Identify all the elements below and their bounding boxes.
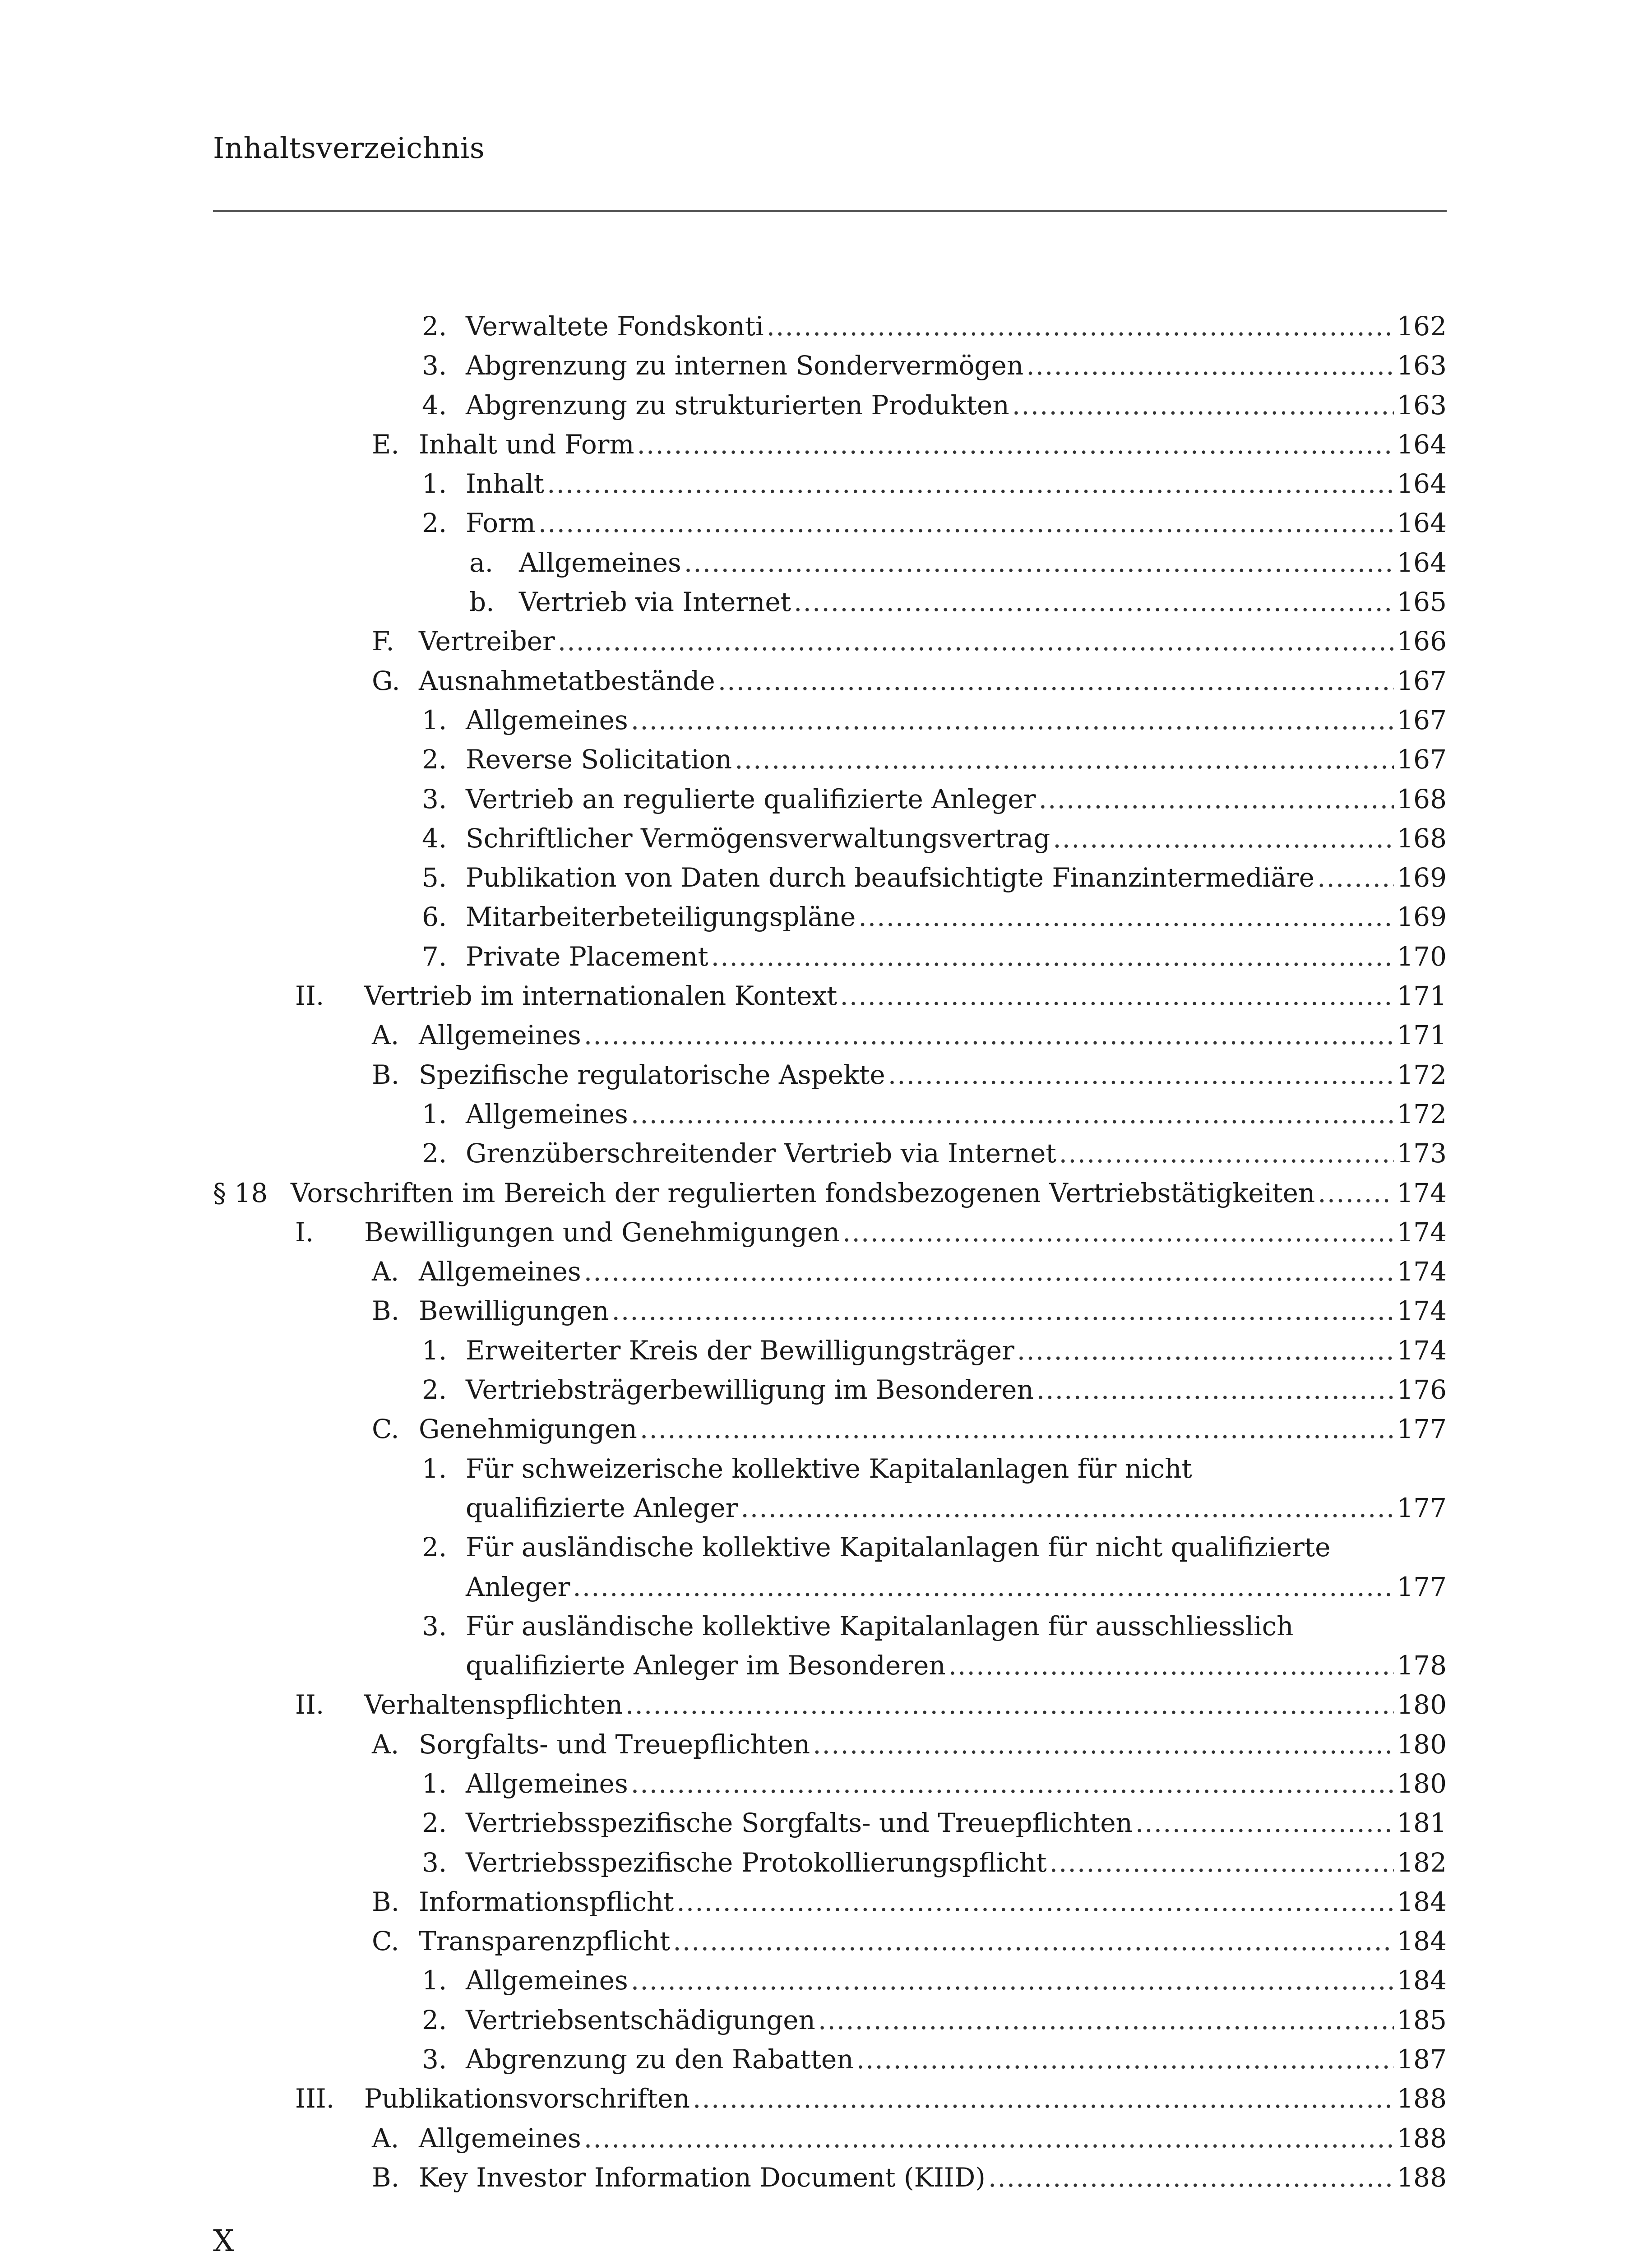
- dot-leader: [1039, 780, 1394, 819]
- toc-entry: [213, 1922, 1447, 1961]
- toc-entry-page: 165: [1397, 587, 1447, 618]
- toc-entry-page: 174: [1397, 1216, 1447, 1248]
- toc-entry-title: Informationspflicht: [419, 1886, 674, 1917]
- toc-entry: [213, 1291, 1447, 1331]
- toc-entry-number: 2.: [422, 508, 447, 539]
- dot-leader: [813, 1725, 1394, 1764]
- toc-entry-page: 168: [1397, 823, 1447, 854]
- dot-leader: [558, 622, 1394, 661]
- toc-entry: [213, 701, 1447, 740]
- toc-entry-title: Abgrenzung zu den Rabatten: [466, 2044, 854, 2075]
- dot-leader: [767, 307, 1394, 346]
- toc-entry-title: Für schweizerische kollektive Kapitalanlagen für nicht: [466, 1453, 1192, 1484]
- dot-leader: [840, 976, 1394, 1016]
- toc-entry-number: 7.: [422, 941, 447, 972]
- toc-entry: [213, 858, 1447, 897]
- toc-entry-page: 169: [1397, 862, 1447, 893]
- running-header: Inhaltsverzeichnis: [213, 132, 485, 165]
- toc-entry-page: 188: [1397, 2083, 1447, 2114]
- toc-entry-title: Grenzüberschreitender Vertrieb via Internet: [466, 1138, 1056, 1169]
- toc-entry-title: Allgemeines: [419, 1256, 581, 1287]
- toc-entry-number: 2.: [422, 2004, 447, 2035]
- toc-entry-number: 2.: [422, 311, 447, 342]
- toc-entry-number: 3.: [422, 783, 447, 814]
- toc-entry-page: 184: [1397, 1886, 1447, 1917]
- toc-entry-number: 2.: [422, 1374, 447, 1405]
- table-of-contents: [213, 307, 1447, 2197]
- toc-entry: [213, 2001, 1447, 2040]
- dot-leader: [794, 582, 1394, 622]
- toc-entry-number: A.: [372, 1256, 399, 1287]
- toc-entry-number: F.: [372, 626, 394, 657]
- toc-entry: [213, 1331, 1447, 1370]
- toc-entry-title: Reverse Solicitation: [466, 744, 732, 775]
- toc-entry: [213, 1528, 1447, 1567]
- dot-leader: [1318, 1174, 1394, 1213]
- dot-leader: [818, 2001, 1394, 2040]
- toc-entry: [213, 464, 1447, 504]
- dot-leader: [949, 1646, 1394, 1685]
- toc-entry-page: 177: [1397, 1571, 1447, 1602]
- toc-entry: [213, 1174, 1447, 1213]
- toc-entry-title: Key Investor Information Document (KIID): [419, 2162, 986, 2193]
- toc-entry-title: Für ausländische kollektive Kapitalanlagen für nicht qualifizierte: [466, 1532, 1331, 1563]
- toc-entry: [213, 1725, 1447, 1764]
- toc-entry-number: 5.: [422, 862, 447, 893]
- toc-entry: [213, 1567, 1447, 1607]
- toc-entry-title: Allgemeines: [419, 1020, 581, 1051]
- toc-entry: [213, 1882, 1447, 1922]
- toc-entry-page: 181: [1397, 1808, 1447, 1839]
- toc-entry-page: 163: [1397, 350, 1447, 381]
- toc-entry: [213, 937, 1447, 976]
- toc-entry-page: 167: [1397, 704, 1447, 735]
- dot-leader: [631, 1764, 1394, 1803]
- toc-entry: [213, 1055, 1447, 1095]
- toc-entry-page: 164: [1397, 508, 1447, 539]
- toc-entry-number: 4.: [422, 389, 447, 421]
- toc-entry: [213, 1016, 1447, 1055]
- dot-leader: [1135, 1803, 1394, 1843]
- toc-entry-number: 1.: [422, 1098, 447, 1129]
- toc-entry-title: Inhalt: [466, 468, 545, 499]
- dot-leader: [718, 661, 1394, 701]
- toc-entry-page: 180: [1397, 1689, 1447, 1720]
- dot-leader: [631, 701, 1394, 740]
- toc-entry-title: Vertriebsträgerbewilligung im Besonderen: [466, 1374, 1034, 1405]
- toc-entry: [213, 425, 1447, 464]
- toc-entry-page: 169: [1397, 901, 1447, 933]
- toc-entry-number: C.: [372, 1414, 399, 1445]
- toc-entry-page: 176: [1397, 1374, 1447, 1405]
- toc-entry-title: Vertreiber: [419, 626, 555, 657]
- toc-entry: [213, 2079, 1447, 2118]
- toc-entry-number: 6.: [422, 901, 447, 933]
- toc-entry-title: qualifizierte Anleger im Besonderen: [466, 1650, 946, 1681]
- toc-entry: [213, 1764, 1447, 1803]
- toc-entry-title: Sorgfalts- und Treuepflichten: [419, 1729, 810, 1760]
- dot-leader: [640, 1410, 1394, 1449]
- toc-entry: [213, 1449, 1447, 1489]
- toc-entry-page: 164: [1397, 429, 1447, 460]
- toc-entry-title: Für ausländische kollektive Kapitalanlagen für ausschliesslich: [466, 1610, 1294, 1641]
- toc-entry: [213, 1095, 1447, 1134]
- toc-entry-title: Bewilligungen: [419, 1295, 609, 1327]
- toc-entry-title: Vertriebsentschädigungen: [466, 2004, 815, 2035]
- toc-entry-page: 168: [1397, 783, 1447, 814]
- dot-leader: [637, 425, 1394, 464]
- toc-entry-number: G.: [372, 665, 400, 696]
- toc-entry: [213, 1803, 1447, 1843]
- toc-entry-title: Vertriebsspezifische Protokollierungspflicht: [466, 1847, 1047, 1878]
- toc-entry-page: 184: [1397, 1965, 1447, 1996]
- toc-entry-page: 180: [1397, 1768, 1447, 1799]
- toc-entry-page: 170: [1397, 941, 1447, 972]
- toc-entry-number: 2.: [422, 744, 447, 775]
- toc-entry-number: B.: [372, 1059, 400, 1090]
- toc-entry-title: Allgemeines: [466, 1965, 628, 1996]
- toc-entry-number: 1.: [422, 1335, 447, 1366]
- dot-leader: [1026, 346, 1394, 385]
- toc-entry: [213, 307, 1447, 346]
- toc-entry-title: Verwaltete Fondskonti: [466, 311, 764, 342]
- toc-entry-number: II.: [295, 1689, 324, 1720]
- toc-entry-page: 188: [1397, 2162, 1447, 2193]
- dot-leader: [673, 1922, 1394, 1961]
- toc-entry-title: Private Placement: [466, 941, 708, 972]
- toc-entry-page: 166: [1397, 626, 1447, 657]
- toc-entry-title: Allgemeines: [466, 704, 628, 735]
- dot-leader: [631, 1095, 1394, 1134]
- toc-entry: [213, 543, 1447, 582]
- dot-leader: [858, 897, 1394, 937]
- toc-entry: [213, 1213, 1447, 1252]
- dot-leader: [547, 464, 1394, 504]
- toc-entry-number: 3.: [422, 1610, 447, 1641]
- toc-entry: [213, 1961, 1447, 2000]
- toc-entry-title: Publikationsvorschriften: [364, 2083, 690, 2114]
- toc-entry-title: Genehmigungen: [419, 1414, 637, 1445]
- toc-entry-number: B.: [372, 2162, 400, 2193]
- toc-entry-page: 162: [1397, 311, 1447, 342]
- toc-entry-page: 163: [1397, 389, 1447, 421]
- toc-entry-title: Transparenzpflicht: [419, 1926, 671, 1957]
- dot-leader: [676, 1882, 1394, 1922]
- dot-leader: [1012, 386, 1394, 425]
- toc-entry-page: 180: [1397, 1729, 1447, 1760]
- toc-entry-page: 174: [1397, 1335, 1447, 1366]
- dot-leader: [1037, 1370, 1394, 1410]
- toc-entry-number: E.: [372, 429, 399, 460]
- toc-entry: [213, 897, 1447, 937]
- dot-leader: [693, 2079, 1394, 2118]
- toc-entry: [213, 1370, 1447, 1410]
- page-number: X: [213, 2224, 234, 2256]
- toc-entry-page: 171: [1397, 1020, 1447, 1051]
- toc-entry: [213, 1489, 1447, 1528]
- toc-entry-number: a.: [469, 547, 494, 578]
- toc-entry-number: 2.: [422, 1532, 447, 1563]
- toc-entry-title: Ausnahmetatbestände: [419, 665, 715, 696]
- toc-entry: [213, 1410, 1447, 1449]
- dot-leader: [856, 2040, 1394, 2079]
- toc-entry: [213, 386, 1447, 425]
- dot-leader: [573, 1567, 1394, 1607]
- toc-entry-title: Bewilligungen und Genehmigungen: [364, 1216, 840, 1248]
- dot-leader: [584, 2119, 1394, 2158]
- toc-entry-title: Vertriebsspezifische Sorgfalts- und Treuepflichten: [466, 1808, 1133, 1839]
- dot-leader: [988, 2158, 1394, 2197]
- toc-entry-page: 174: [1397, 1177, 1447, 1208]
- dot-leader: [684, 543, 1394, 582]
- dot-leader: [1317, 858, 1394, 897]
- toc-entry-number: 4.: [422, 823, 447, 854]
- toc-entry-title: Erweiterter Kreis der Bewilligungsträger: [466, 1335, 1014, 1366]
- toc-entry-title: Publikation von Daten durch beaufsichtigte Finanzintermediäre: [466, 862, 1314, 893]
- dot-leader: [888, 1055, 1394, 1095]
- dot-leader: [1053, 819, 1394, 858]
- toc-entry-page: 167: [1397, 744, 1447, 775]
- toc-entry-number: 1.: [422, 468, 447, 499]
- toc-entry-title: Spezifische regulatorische Aspekte: [419, 1059, 885, 1090]
- dot-leader: [842, 1213, 1394, 1252]
- dot-leader: [1059, 1134, 1394, 1173]
- toc-entry-page: 174: [1397, 1256, 1447, 1287]
- toc-entry: [213, 1646, 1447, 1685]
- toc-entry-title: Schriftlicher Vermögensverwaltungsvertrag: [466, 823, 1050, 854]
- toc-entry-number: I.: [295, 1216, 314, 1248]
- toc-entry-page: 177: [1397, 1492, 1447, 1523]
- toc-entry-page: 173: [1397, 1138, 1447, 1169]
- toc-entry-number: § 18: [213, 1177, 268, 1208]
- dot-leader: [1017, 1331, 1394, 1370]
- toc-entry: [213, 819, 1447, 858]
- toc-entry-title: Mitarbeiterbeteiligungspläne: [466, 901, 856, 933]
- dot-leader: [631, 1961, 1394, 2000]
- dot-leader: [611, 1291, 1394, 1331]
- toc-entry-page: 171: [1397, 980, 1447, 1012]
- dot-leader: [625, 1685, 1394, 1724]
- toc-entry-number: A.: [372, 2122, 399, 2154]
- toc-entry-title: Vertrieb via Internet: [519, 587, 791, 618]
- toc-entry: [213, 661, 1447, 701]
- toc-entry: [213, 346, 1447, 385]
- toc-entry-title: Allgemeines: [466, 1768, 628, 1799]
- toc-entry-title: Verhaltenspflichten: [364, 1689, 623, 1720]
- toc-entry-title: Abgrenzung zu strukturierten Produkten: [466, 389, 1009, 421]
- toc-entry-number: 1.: [422, 1453, 447, 1484]
- toc-entry-title: Abgrenzung zu internen Sondervermögen: [466, 350, 1024, 381]
- toc-entry-page: 172: [1397, 1098, 1447, 1129]
- toc-entry-page: 174: [1397, 1295, 1447, 1327]
- toc-entry-page: 177: [1397, 1414, 1447, 1445]
- dot-leader: [711, 937, 1394, 976]
- toc-entry: [213, 2119, 1447, 2158]
- toc-entry-title: Allgemeines: [466, 1098, 628, 1129]
- toc-entry: [213, 622, 1447, 661]
- toc-entry: [213, 1252, 1447, 1291]
- toc-entry-page: 164: [1397, 547, 1447, 578]
- toc-entry-number: 3.: [422, 2044, 447, 2075]
- toc-entry-title: Form: [466, 508, 536, 539]
- dot-leader: [740, 1489, 1394, 1528]
- toc-entry-number: 2.: [422, 1808, 447, 1839]
- toc-entry-title: Vertrieb im internationalen Kontext: [364, 980, 838, 1012]
- toc-entry: [213, 740, 1447, 779]
- toc-entry: [213, 780, 1447, 819]
- toc-entry-number: 2.: [422, 1138, 447, 1169]
- toc-entry-title: Inhalt und Form: [419, 429, 634, 460]
- dot-leader: [1050, 1843, 1394, 1882]
- toc-entry-number: 1.: [422, 1768, 447, 1799]
- toc-entry-title: Anleger: [466, 1571, 570, 1602]
- toc-entry-number: 1.: [422, 1965, 447, 1996]
- toc-entry-title: Allgemeines: [419, 2122, 581, 2154]
- dot-leader: [584, 1252, 1394, 1291]
- toc-entry: [213, 2158, 1447, 2197]
- toc-entry-page: 184: [1397, 1926, 1447, 1957]
- toc-entry-number: B.: [372, 1295, 400, 1327]
- toc-entry-number: 3.: [422, 1847, 447, 1878]
- toc-entry-number: B.: [372, 1886, 400, 1917]
- toc-entry-page: 185: [1397, 2004, 1447, 2035]
- toc-entry-page: 178: [1397, 1650, 1447, 1681]
- toc-entry-number: 1.: [422, 704, 447, 735]
- toc-entry: [213, 1843, 1447, 1882]
- toc-entry-number: III.: [295, 2083, 335, 2114]
- toc-entry: [213, 1685, 1447, 1724]
- toc-entry-number: C.: [372, 1926, 399, 1957]
- toc-entry: [213, 582, 1447, 622]
- toc-entry-page: 167: [1397, 665, 1447, 696]
- toc-entry: [213, 1134, 1447, 1173]
- toc-entry-title: Allgemeines: [519, 547, 681, 578]
- header-rule: [213, 210, 1447, 212]
- toc-entry-page: 172: [1397, 1059, 1447, 1090]
- dot-leader: [538, 504, 1394, 543]
- toc-entry-number: A.: [372, 1020, 399, 1051]
- toc-entry-page: 188: [1397, 2122, 1447, 2154]
- toc-entry-number: 3.: [422, 350, 447, 381]
- toc-entry: [213, 504, 1447, 543]
- dot-leader: [735, 740, 1394, 779]
- toc-entry-number: A.: [372, 1729, 399, 1760]
- toc-entry-title: Vertrieb an regulierte qualifizierte Anleger: [466, 783, 1036, 814]
- toc-entry: [213, 2040, 1447, 2079]
- toc-entry-number: b.: [469, 587, 495, 618]
- toc-entry-number: II.: [295, 980, 324, 1012]
- toc-entry-title: qualifizierte Anleger: [466, 1492, 738, 1523]
- toc-entry-page: 187: [1397, 2044, 1447, 2075]
- toc-entry: [213, 976, 1447, 1016]
- toc-entry: [213, 1607, 1447, 1646]
- toc-entry-title: Vorschriften im Bereich der regulierten fondsbezogenen Vertriebstätigkeiten: [291, 1177, 1315, 1208]
- toc-entry-page: 182: [1397, 1847, 1447, 1878]
- dot-leader: [584, 1016, 1394, 1055]
- toc-entry-page: 164: [1397, 468, 1447, 499]
